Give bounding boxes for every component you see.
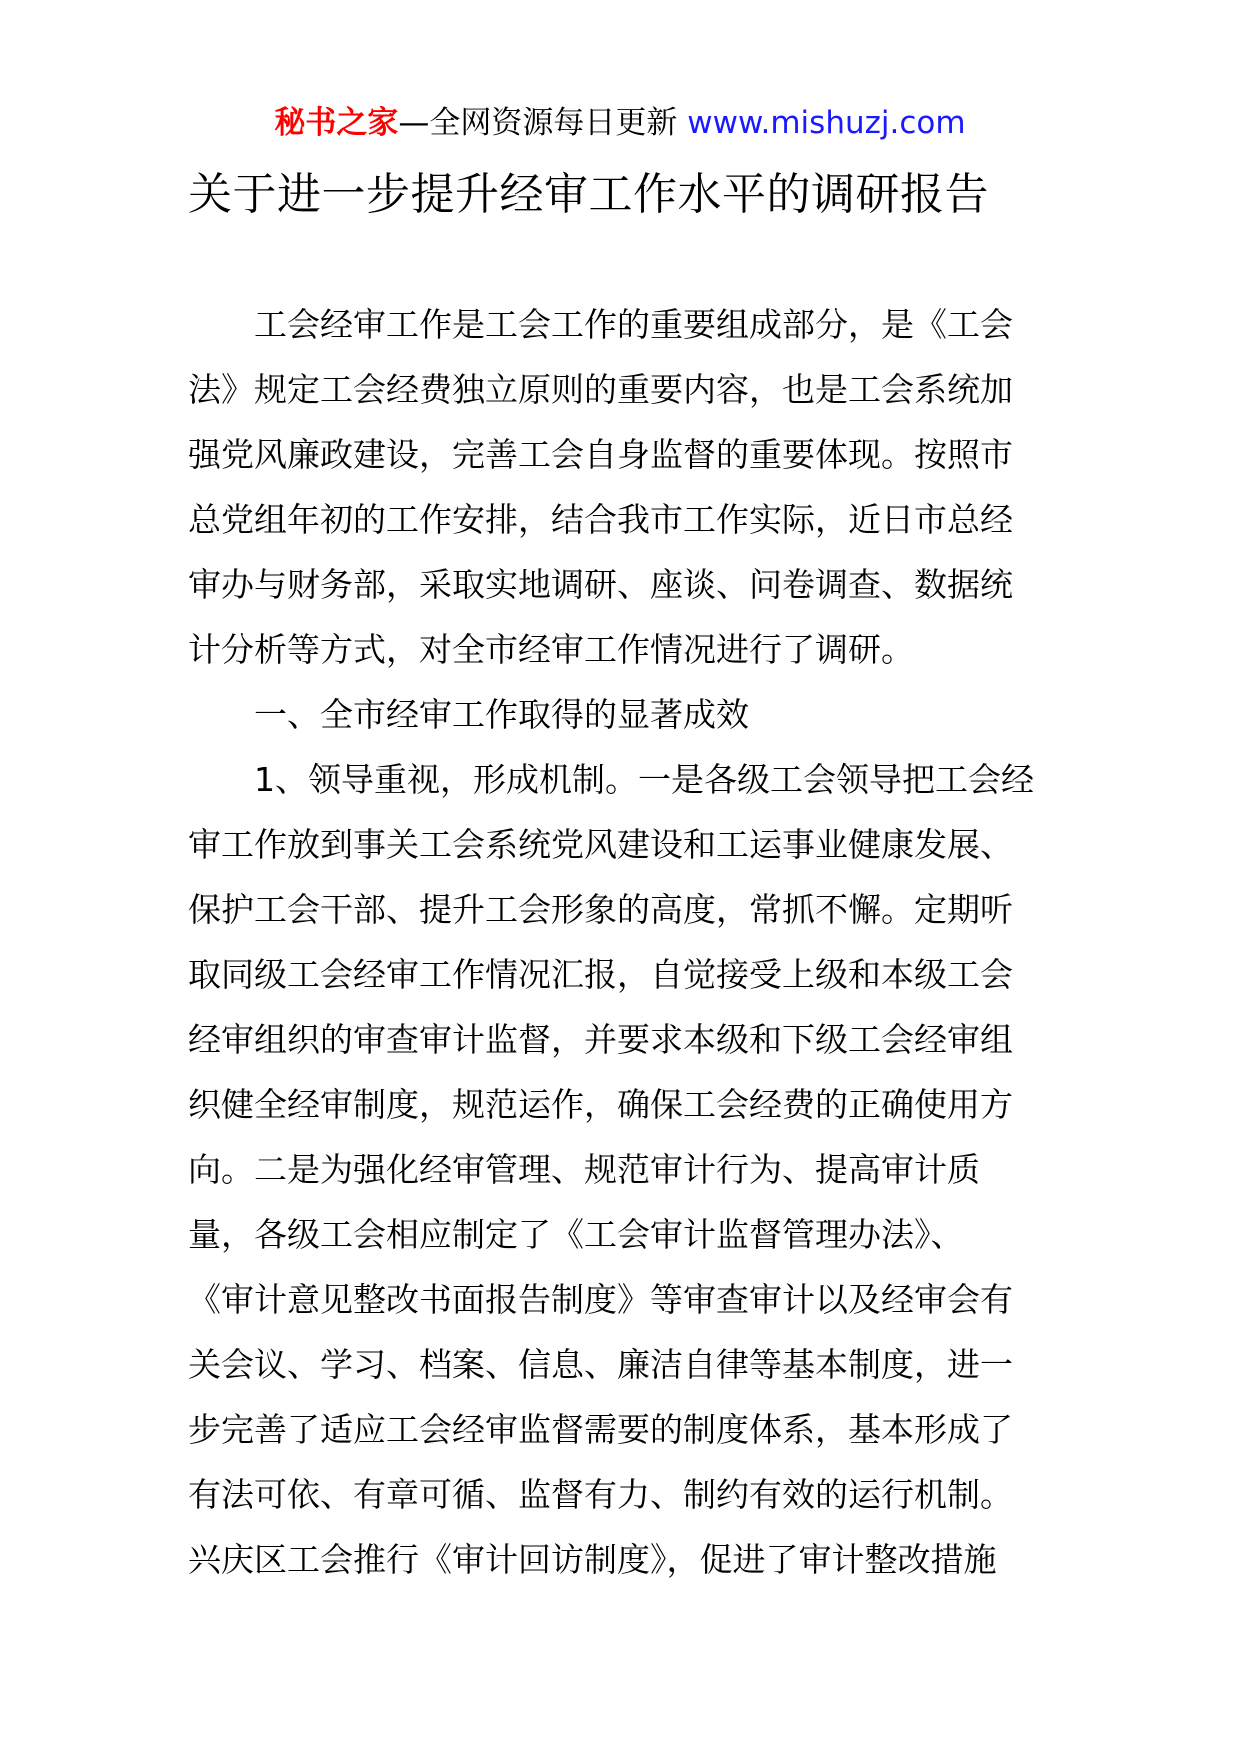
section-heading: 一、全市经审工作取得的显著成效: [254, 695, 749, 734]
paragraph-line: 工会经审工作是工会工作的重要组成部分，是《工会: [254, 305, 1013, 344]
paragraph-line: 织健全经审制度，规范运作，确保工会经费的正确使用方: [188, 1085, 1013, 1124]
paragraph-line: 向。二是为强化经审管理、规范审计行为、提高审计质: [188, 1150, 980, 1189]
paragraph-line: 关会议、学习、档案、信息、廉洁自律等基本制度，进一: [188, 1345, 1013, 1384]
paragraph-line: 强党风廉政建设，完善工会自身监督的重要体现。按照市: [188, 435, 1013, 474]
paragraph-line: 1、领导重视，形成机制。一是各级工会领导把工会经: [254, 760, 1034, 799]
site-slogan: —全网资源每日更新: [398, 105, 678, 141]
paragraph-line: 《审计意见整改书面报告制度》等审查审计以及经审会有: [188, 1280, 1013, 1319]
paragraph-line: 总党组年初的工作安排，结合我市工作实际，近日市总经: [188, 500, 1013, 539]
paragraph-line: 法》规定工会经费独立原则的重要内容，也是工会系统加: [188, 370, 1013, 409]
paragraph-line: 计分析等方式，对全市经审工作情况进行了调研。: [188, 630, 914, 669]
document-title: 关于进一步提升经审工作水平的调研报告: [188, 169, 989, 220]
paragraph-line: 步完善了适应工会经审监督需要的制度体系，基本形成了: [188, 1410, 1013, 1449]
paragraph-line: 有法可依、有章可循、监督有力、制约有效的运行机制。: [188, 1475, 1013, 1514]
document-body: [188, 292, 1054, 1592]
paragraph-line: 经审组织的审查审计监督，并要求本级和下级工会经审组: [188, 1020, 1013, 1059]
paragraph-line: 审工作放到事关工会系统党风建设和工运事业健康发展、: [188, 825, 1013, 864]
site-header: [0, 98, 1240, 148]
paragraph-line: 取同级工会经审工作情况汇报，自觉接受上级和本级工会: [188, 955, 1013, 994]
paragraph-line: 量，各级工会相应制定了《工会审计监督管理办法》、: [188, 1215, 964, 1254]
site-url-link[interactable]: www.mishuzj.com: [687, 105, 966, 141]
paragraph-line: 审办与财务部，采取实地调研、座谈、问卷调查、数据统: [188, 565, 1013, 604]
paragraph-line: 兴庆区工会推行《审计回访制度》，促进了审计整改措施: [188, 1540, 997, 1579]
site-brand: 秘书之家: [274, 105, 399, 141]
paragraph-line: 保护工会干部、提升工会形象的高度，常抓不懈。定期听: [188, 890, 1013, 929]
